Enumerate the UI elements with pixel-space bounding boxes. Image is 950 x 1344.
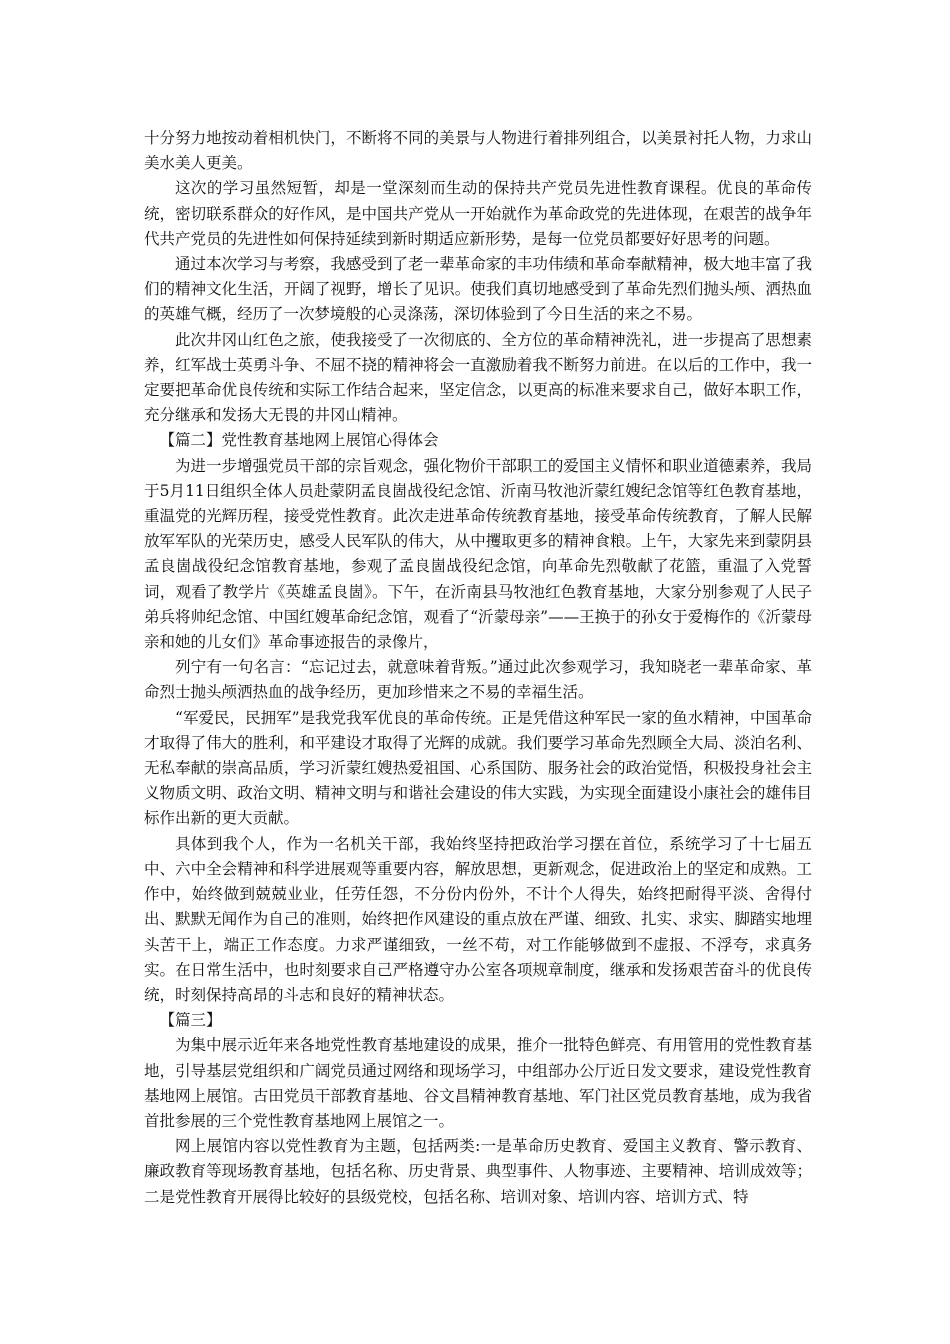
section-heading-2: 【篇二】党性教育基地网上展馆心得体会 [159, 431, 439, 450]
paragraph-5: 为进一步增强党员干部的宗旨观念，强化物价干部职工的爱国主义情怀和职业道德素养，我局于5月11日组织全体人员赴蒙阴孟良崮战役纪念馆、沂南马牧池沂蒙红嫂纪念馆等红色教育基地，重温党的光辉历程，接受党性教育。此次走进革命传统教育基地，接受革命传统教育，了解人民解放军军队的光荣历史，感受人民军队的伟大，从中攫取更多的精神食粮。上午，大家先来到蒙阴县孟良崮战役纪念馆教育基地，参观了孟良崮战役纪念馆，向革命先烈敬献了花篮，重温了入党誓词，观看了教学片《英雄孟良崮》。下午，在沂南县马牧池红色教育基地，大家分别参观了人民子弟兵将帅纪念馆、中国红嫂革命纪念馆，观看了“沂蒙母亲”——王换于的孙女于爱梅作的《沂蒙母亲和她的儿女们》革命事迹报告的录像片， [144, 456, 812, 652]
paragraph-2: 这次的学习虽然短暂，却是一堂深刻而生动的保持共产党员先进性教育课程。优良的革命传统，密切联系群众的好作风，是中国共产党从一开始就作为革命政党的先进体现，在艰苦的战争年代共产党员的先进性如何保持延续到新时期适应新形势，是每一位党员都要好好思考的问题。 [144, 179, 812, 248]
paragraph-8: 具体到我个人，作为一名机关干部，我始终坚持把政治学习摆在首位，系统学习了十七届五中、六中全会精神和科学进展观等重要内容，解放思想，更新观念，促进政治上的坚定和成熟。工作中，始终做到兢兢业业，任劳任怨，不分份内份外，不计个人得失，始终把耐得平淡、舍得付出、默默无闻作为自己的准则，始终把作风建设的重点放在严谨、细致、扎实、求实、脚踏实地埋头苦干上，端正工作态度。力求严谨细致，一丝不苟，对工作能够做到不虚报、不浮夸，求真务实。在日常生活中，也时刻要求自己严格遵守办公室各项规章制度，继承和发扬艰苦奋斗的优良传统，时刻保持高昂的斗志和良好的精神状态。 [144, 834, 812, 1004]
section-heading-3: 【篇三】 [159, 1011, 222, 1030]
paragraph-4: 此次井冈山红色之旅，使我接受了一次彻底的、全方位的革命精神洗礼，进一步提高了思想素养，红军战士英勇斗争、不屈不挠的精神将会一直激励着我不断努力前进。在以后的工作中，我一定要把革命优良传统和实际工作结合起来，坚定信念，以更高的标准来要求自己，做好本职工作，充分继承和发扬大无畏的井冈山精神。 [144, 330, 812, 425]
paragraph-7: “军爱民，民拥军”是我党我军优良的革命传统。正是凭借这种军民一家的鱼水精神，中国革命才取得了伟大的胜利，和平建设才取得了光辉的成就。我们要学习革命先烈顾全大局、淡泊名利、无私奉献的崇高品质，学习沂蒙红嫂热爱祖国、心系国防、服务社会的政治觉悟，积极投身社会主义物质文明、政治文明、精神文明与和谐社会建设的伟大实践，为实现全面建设小康社会的雄伟目标作出新的更大贡献。 [144, 708, 812, 828]
paragraph-10: 网上展馆内容以党性教育为主题，包括两类:一是革命历史教育、爱国主义教育、警示教育、廉政教育等现场教育基地，包括名称、历史背景、典型事件、人物事迹、主要精神、培训成效等；二是党性教育开展得比较好的县级党校，包括名称、培训对象、培训内容、培训方式、特 [144, 1137, 812, 1206]
document-page [144, 126, 812, 1210]
paragraph-9: 为集中展示近年来各地党性教育基地建设的成果，推介一批特色鲜亮、有用管用的党性教育基地，引导基层党组织和广阔党员通过网络和现场学习，中组部办公厅近日发文要求，建设党性教育基地网上展馆。古田党员干部教育基地、谷文昌精神教育基地、军门社区党员教育基地，成为我省首批参展的三个党性教育基地网上展馆之一。 [144, 1036, 812, 1130]
paragraph-3: 通过本次学习与考察，我感受到了老一辈革命家的丰功伟绩和革命奉献精神，极大地丰富了我们的精神文化生活，开阔了视野，增长了见识。使我们真切地感受到了革命先烈们抛头颅、洒热血的英雄气概，经历了一次梦境般的心灵涤荡，深切体验到了今日生活的来之不易。 [144, 255, 812, 324]
paragraph-6: 列宁有一句名言：“忘记过去，就意味着背叛。”通过此次参观学习，我知晓老一辈革命家、革命烈士抛头颅洒热血的战争经历，更加珍惜来之不易的幸福生活。 [144, 658, 812, 702]
paragraph-1: 十分努力地按动着相机快门，不断将不同的美景与人物进行着排列组合，以美景衬托人物，力求山美水美人更美。 [144, 129, 812, 173]
